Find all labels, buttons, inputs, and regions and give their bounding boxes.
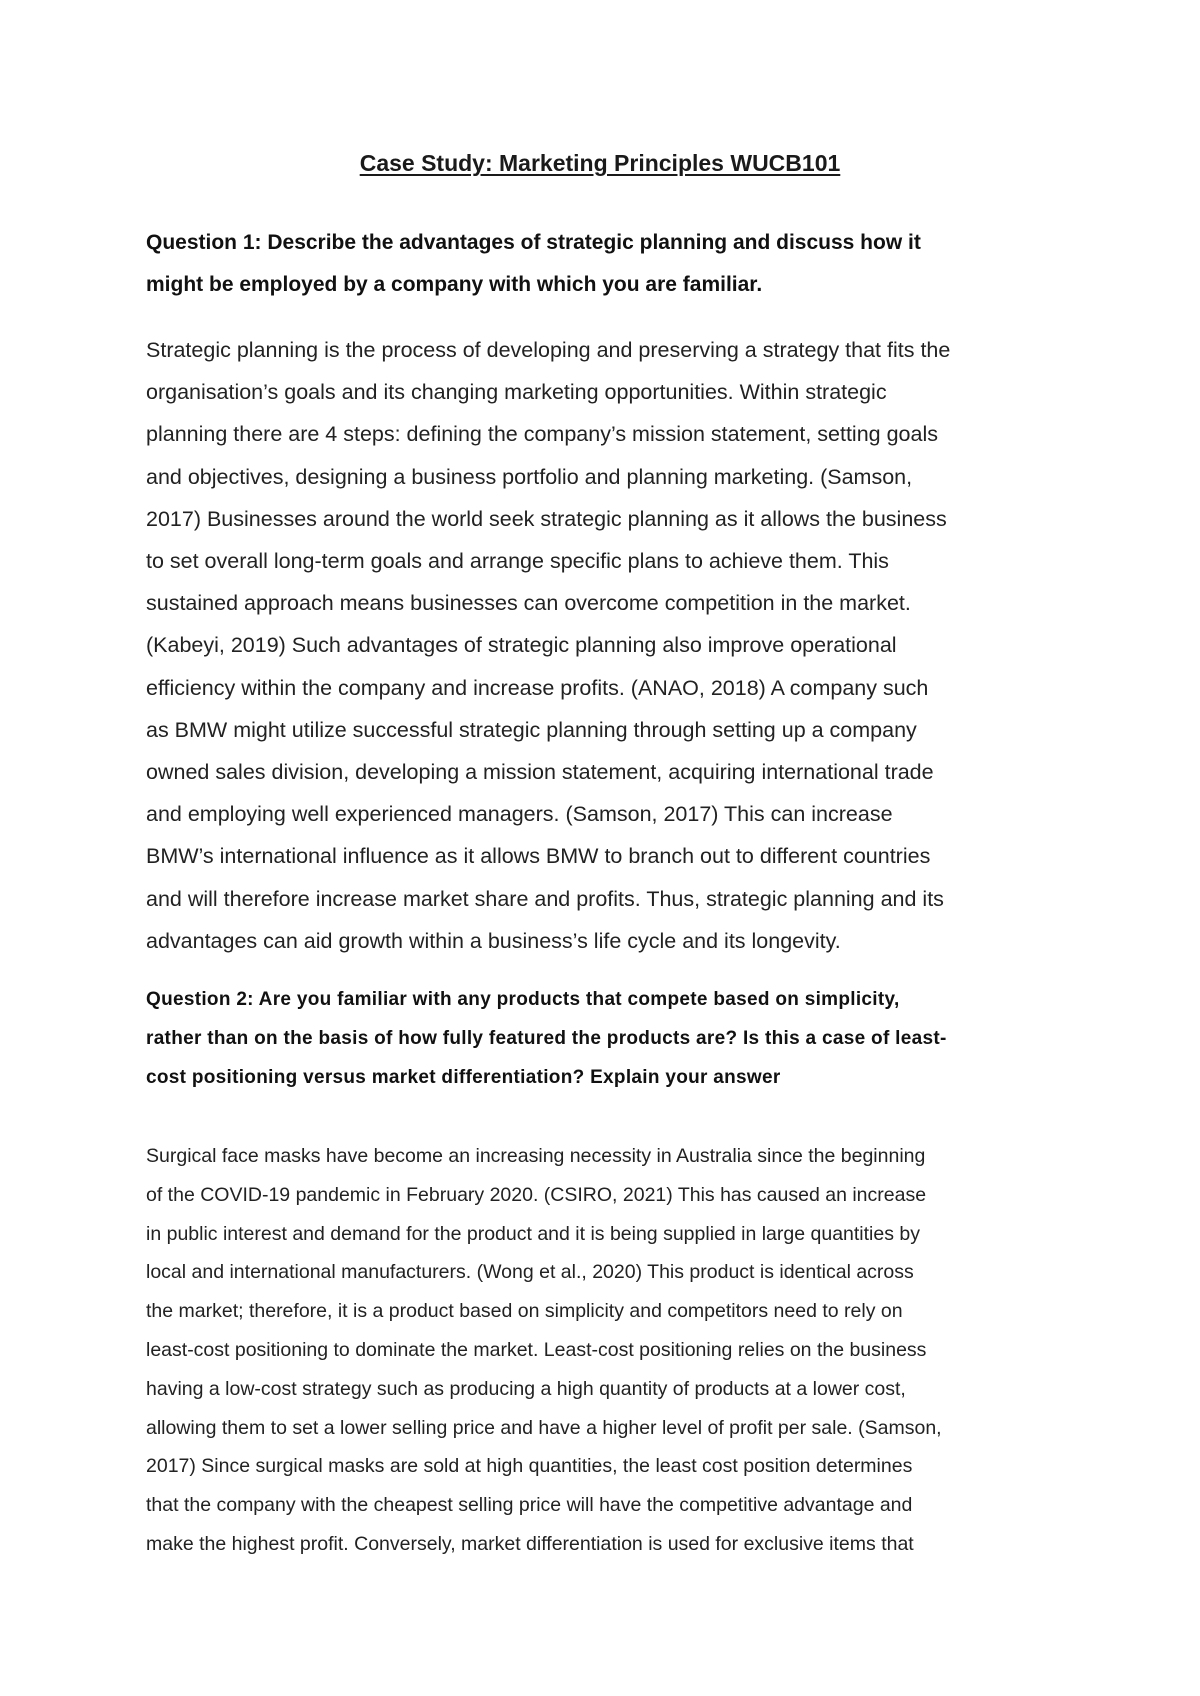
answer-2-line: local and international manufacturers. (Wong et al., 2020) This product is identical across [146, 1261, 914, 1284]
answer-2-line: Surgical face masks have become an increasing necessity in Australia since the beginning [146, 1145, 926, 1167]
answer-1-line: owned sales division, developing a mission statement, acquiring international trade [146, 760, 934, 785]
question-2-line: rather than on the basis of how fully featured the products are? Is this a case of least- [146, 1028, 947, 1049]
answer-1-line: BMW’s international influence as it allows BMW to branch out to different countries [146, 844, 931, 869]
answer-1-line: sustained approach means businesses can overcome competition in the market. [146, 591, 911, 616]
question-2-heading [146, 980, 1066, 1097]
answer-1-line: planning there are 4 steps: defining the company’s mission statement, setting goals [146, 422, 938, 447]
answer-2-line: make the highest profit. Conversely, market differentiation is used for exclusive items that [146, 1532, 914, 1555]
answer-1-line: (Kabeyi, 2019) Such advantages of strategic planning also improve operational [146, 633, 897, 658]
answer-2-line: least-cost positioning to dominate the market. Least-cost positioning relies on the business [146, 1338, 927, 1361]
answer-1-line: advantages can aid growth within a business’s life cycle and its longevity. [146, 928, 841, 953]
document-title: Case Study: Marketing Principles WUCB101 [359, 150, 841, 176]
answer-2-line: 2017) Since surgical masks are sold at high quantities, the least cost position determines [146, 1455, 913, 1478]
answer-1-line: organisation’s goals and its changing marketing opportunities. Within strategic [146, 380, 887, 405]
answer-1-line: 2017) Businesses around the world seek strategic planning as it allows the business [146, 506, 947, 531]
answer-1-line: and objectives, designing a business portfolio and planning marketing. (Samson, [146, 464, 913, 489]
question-1-line: might be employed by a company with which you are familiar. [146, 273, 763, 296]
answer-2-line: in public interest and demand for the product and it is being supplied in large quantities by [146, 1222, 920, 1245]
answer-2-line: the market; therefore, it is a product based on simplicity and competitors need to rely on [146, 1300, 903, 1323]
question-1-line: Question 1: Describe the advantages of strategic planning and discuss how it [146, 231, 921, 254]
question-2-line: Question 2: Are you familiar with any products that compete based on simplicity, [146, 989, 900, 1010]
answer-2-line: that the company with the cheapest selling price will have the competitive advantage and [146, 1494, 913, 1517]
answer-1-line: to set overall long-term goals and arrange specific plans to achieve them. This [146, 549, 889, 574]
answer-1-line: efficiency within the company and increase profits. (ANAO, 2018) A company such [146, 675, 929, 700]
answer-1-line: and will therefore increase market share and profits. Thus, strategic planning and its [146, 886, 944, 911]
answer-2-line: having a low-cost strategy such as producing a high quantity of products at a lower cost, [146, 1377, 906, 1400]
answer-1-paragraph [146, 329, 1071, 962]
question-2-line: cost positioning versus market differentiation? Explain your answer [146, 1067, 781, 1088]
answer-2-line: of the COVID-19 pandemic in February 2020. (CSIRO, 2021) This has caused an increase [146, 1183, 927, 1206]
question-1-heading [146, 222, 1066, 306]
answer-1-line: and employing well experienced managers. (Samson, 2017) This can increase [146, 802, 893, 827]
answer-2-line: allowing them to set a lower selling price and have a higher level of profit per sale. (Samson, [146, 1416, 942, 1439]
answer-1-line: as BMW might utilize successful strategic planning through setting up a company [146, 717, 917, 742]
answer-2-paragraph [146, 1137, 1071, 1564]
answer-1-line: Strategic planning is the process of developing and preserving a strategy that fits the [146, 338, 951, 362]
